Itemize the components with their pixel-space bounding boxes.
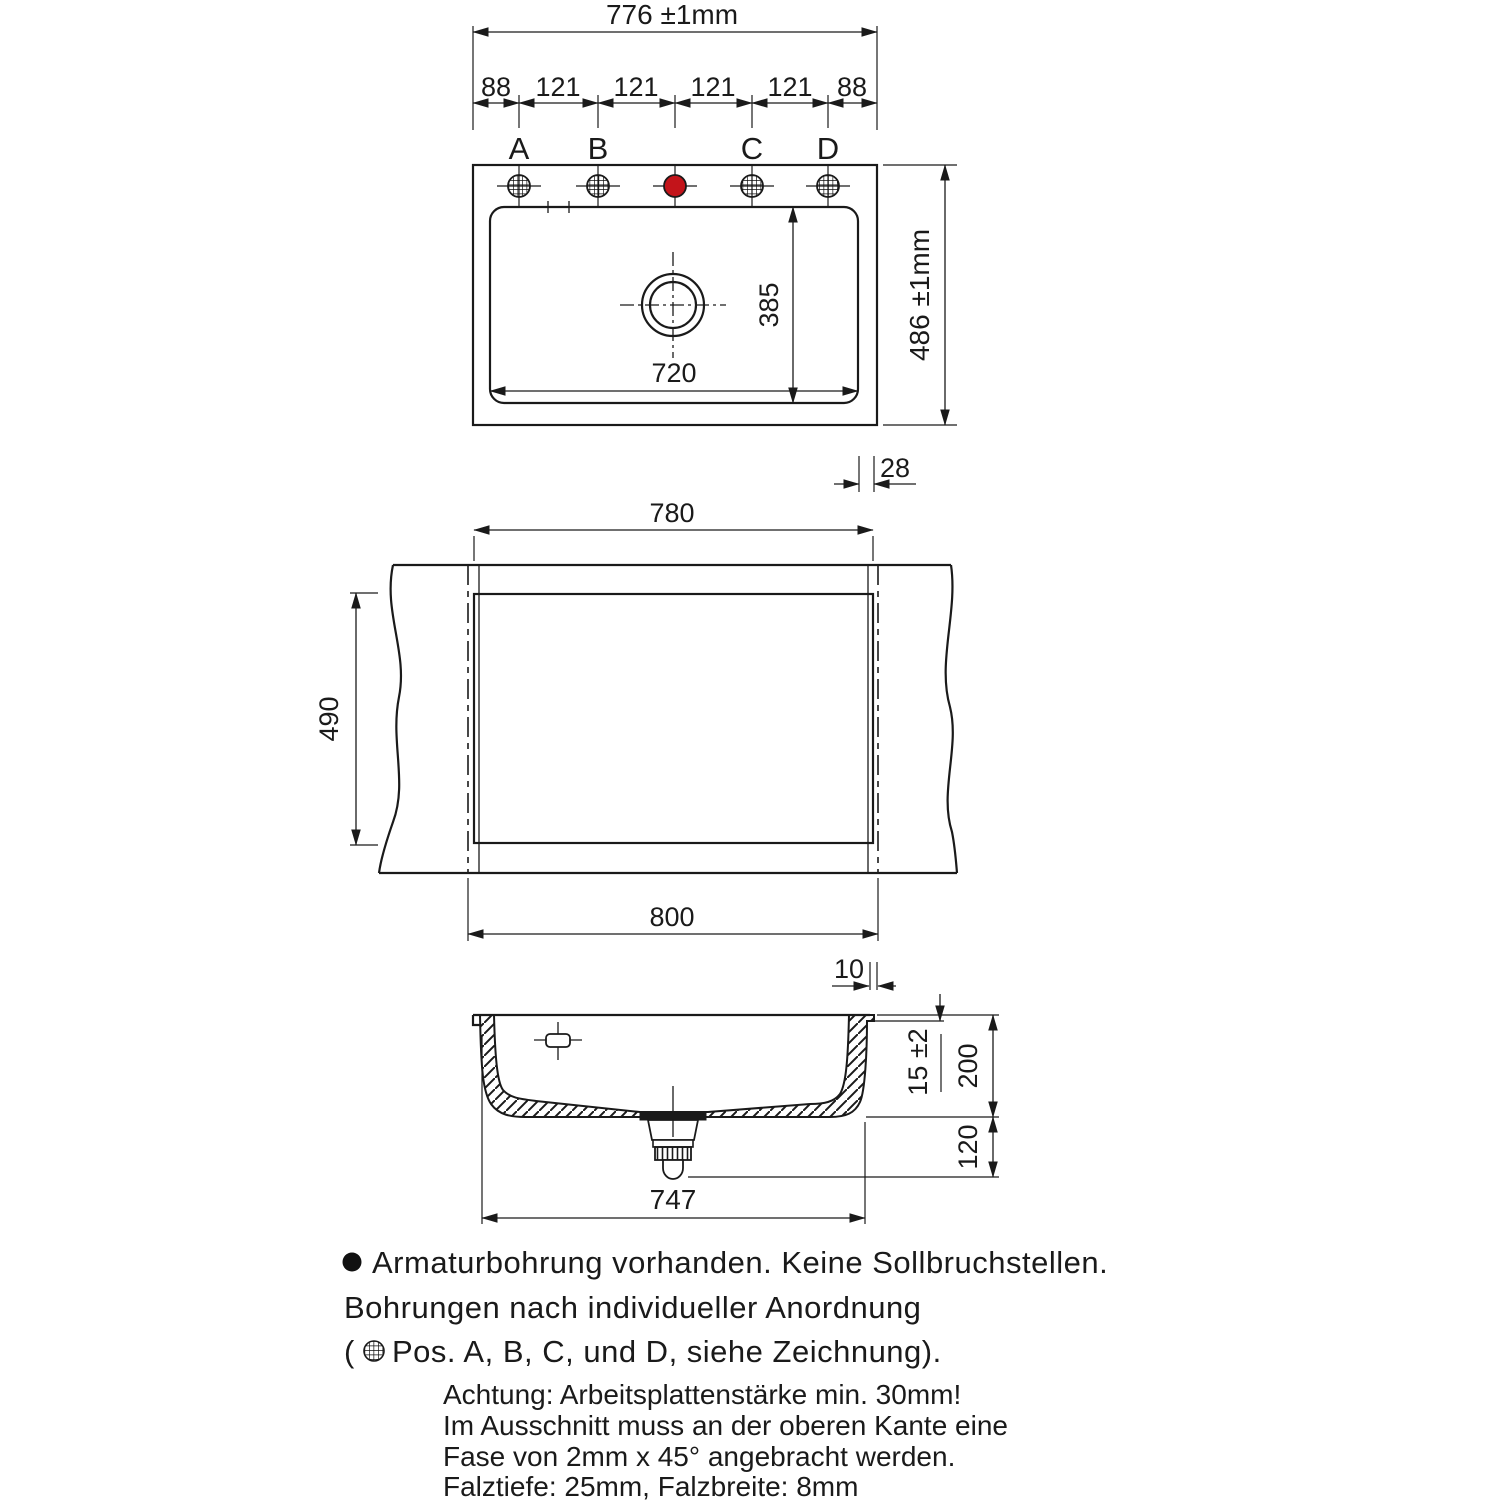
spacing-88-left: 88 [480,72,512,102]
dim-bowl-width [490,358,858,391]
dim-drain-height-label: 120 [953,1124,983,1170]
dim-bowl-depth [754,207,793,403]
spacing-121-2: 121 [613,72,659,102]
dim-cutout-width-label: 780 [649,498,695,528]
dim-cutout-depth-label: 490 [314,696,344,742]
hole-label-d: D [816,131,840,166]
top-view [473,0,957,492]
drain-collar [653,1140,693,1147]
dim-edge-gap-label: 10 [833,954,865,984]
drain-tailpipe [663,1160,683,1179]
dim-rim-height [903,994,941,1096]
dim-section-depth-label: 200 [953,1043,983,1089]
dim-cutout-width [474,498,873,561]
worktop [379,565,957,873]
drain-nut [655,1147,691,1160]
dim-bowl-depth-label: 385 [754,282,784,328]
hole-label-a: A [508,131,530,166]
note-line-3-rest: Pos. A, B, C, und D, siehe Zeichnung). [392,1334,942,1369]
cutout-view [314,498,957,990]
dim-bottom-width-label: 747 [649,1184,697,1215]
dim-edge-gap [832,954,896,990]
dim-overall-depth [883,165,957,425]
note-line-2: Bohrungen nach individueller Anordnung [344,1290,922,1325]
tap-hole-d [817,175,839,197]
dim-hole-spacing [473,72,877,128]
section-lip-left [473,1015,480,1025]
dim-rim-width [834,453,916,492]
caution-line-3: Fase von 2mm x 45° angebracht werden. [443,1441,956,1472]
drain-top-view [620,252,726,358]
spacing-88-right: 88 [836,72,868,102]
dim-cutout-depth [314,593,378,845]
hatched-hole-icon [364,1341,384,1361]
tap-hole-c [741,175,763,197]
dim-overall-depth-label: 486 ±1mm [904,228,935,362]
tap-hole-b [587,175,609,197]
spacing-121-1: 121 [535,72,581,102]
section-view [473,994,999,1224]
hole-labels [509,131,840,166]
cutout-rect [474,594,873,843]
spacing-121-4: 121 [767,72,813,102]
spacing-121-3: 121 [690,72,736,102]
dim-outer-width [468,878,878,941]
dim-bowl-width-label: 720 [651,358,697,388]
dim-outer-width-label: 800 [649,902,695,932]
note-line-1: Armaturbohrung vorhanden. Keine Sollbruchstellen. [372,1245,1109,1280]
hole-label-b: B [587,131,609,166]
notes-block [343,1245,1109,1369]
caution-block [443,1379,1008,1500]
tap-hole-center-red [664,175,686,197]
section-body-hatched [480,1015,874,1117]
note-line-3-open: ( [344,1334,355,1369]
caution-line-4: Falztiefe: 25mm, Falzbreite: 8mm [443,1471,859,1500]
caution-line-2: Im Ausschnitt muss an der oberen Kante eine [443,1410,1008,1441]
worktop-break-left [379,565,401,873]
dim-drain-height [688,1117,999,1177]
worktop-break-right [946,565,957,873]
hole-label-c: C [740,131,764,166]
section-drain [640,1086,706,1179]
tap-hole-a [508,175,530,197]
dim-rim-height-label: 15 ±2 [903,1028,933,1096]
caution-line-1: Achtung: Arbeitsplattenstärke min. 30mm! [443,1379,962,1410]
dim-rim-width-label: 28 [879,453,911,483]
tap-holes [497,164,850,207]
dim-overall-width-label: 776 ±1mm [605,0,739,30]
bullet-icon [343,1253,362,1272]
section-tap-hole [534,1022,582,1060]
